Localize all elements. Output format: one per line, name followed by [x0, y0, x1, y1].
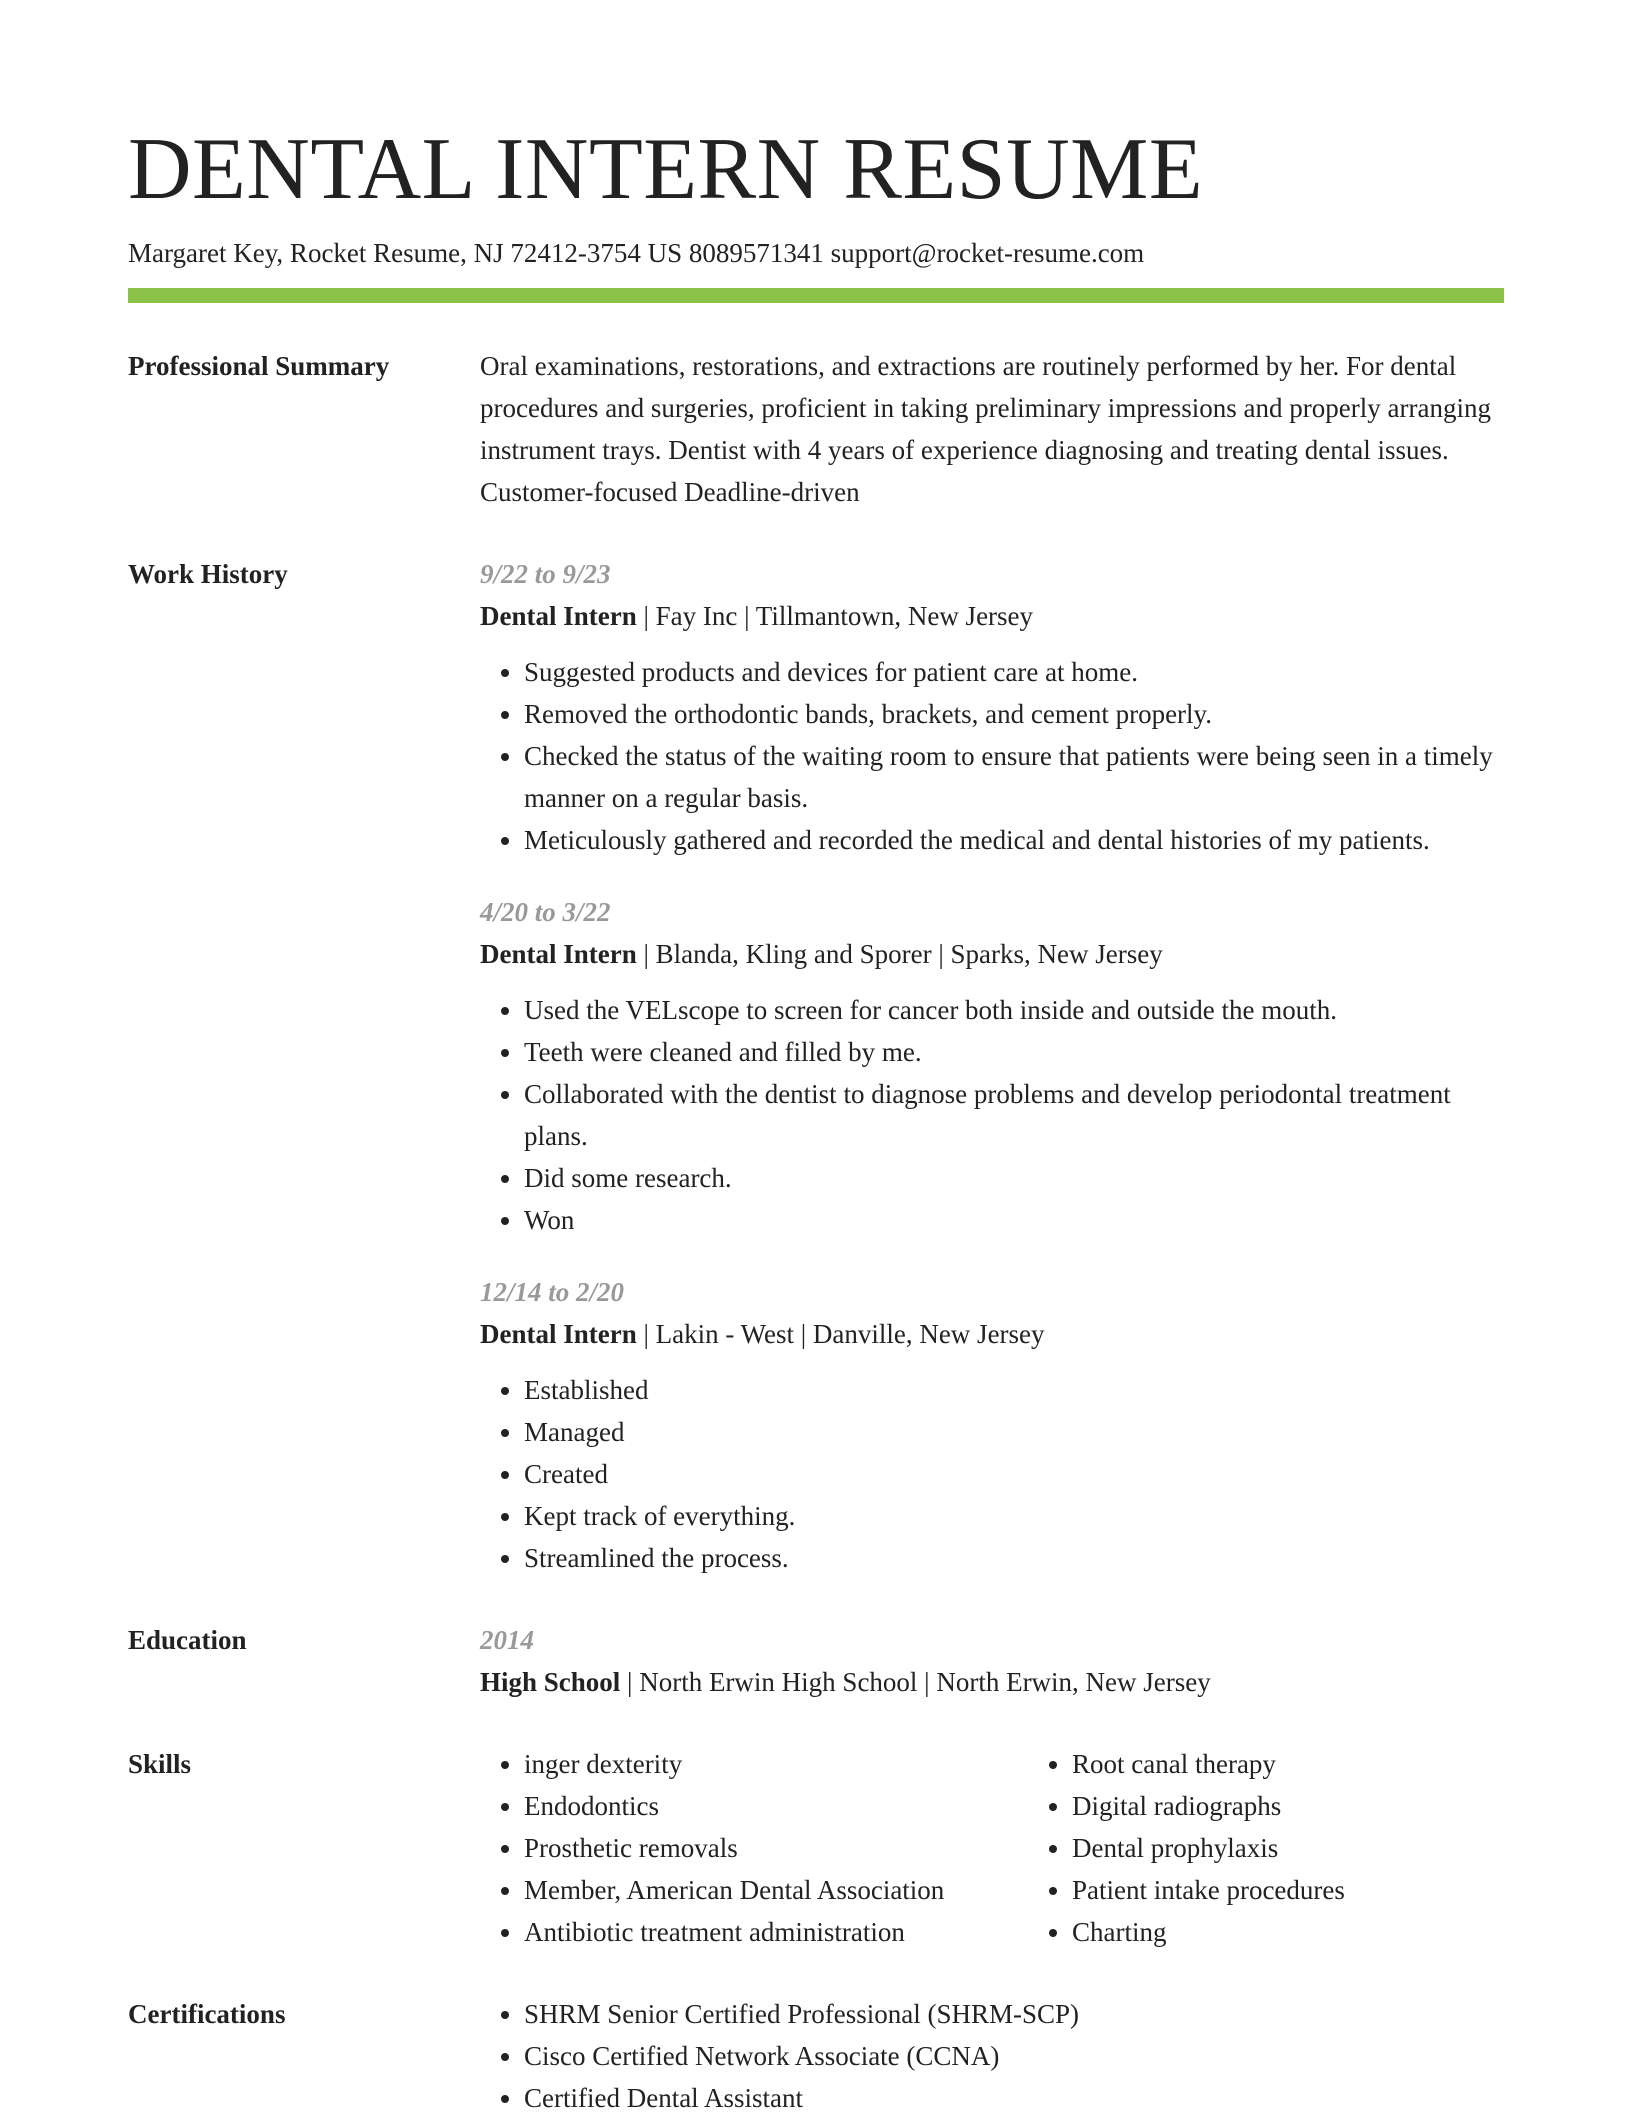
list-item: • Charting	[1072, 1911, 1345, 1953]
list-item: • Won	[524, 1199, 1504, 1241]
summary-body	[480, 345, 1504, 513]
skills-column-1	[480, 1743, 1028, 1953]
list-item: • Checked the status of the waiting room to ensure that patients were being seen in a timely manner on a regular basis.	[524, 735, 1504, 819]
list-item: • Certified Dental Assistant	[524, 2077, 1504, 2119]
job-dates: 4/20 to 3/22	[480, 897, 611, 927]
job-heading	[480, 1313, 1504, 1355]
education-section	[128, 1619, 1504, 1703]
section-heading: Work History	[128, 559, 288, 589]
list-item: • Suggested products and devices for patient care at home.	[524, 651, 1504, 693]
list-item: • Meticulously gathered and recorded the medical and dental histories of my patients.	[524, 819, 1504, 861]
list-item: • Used the VELscope to screen for cancer both inside and outside the mouth.	[524, 989, 1504, 1031]
job-entry	[480, 891, 1504, 1241]
education-body	[480, 1619, 1504, 1703]
skills-column-2	[1028, 1743, 1345, 1953]
job-title: Dental Intern	[480, 939, 637, 969]
job-bullets	[480, 1369, 1504, 1579]
list-item: • Created	[524, 1453, 1504, 1495]
education-heading	[480, 1661, 1504, 1703]
section-heading: Education	[128, 1625, 247, 1655]
work-history-section	[128, 553, 1504, 1579]
list-item: • Collaborated with the dentist to diagnose problems and develop periodontal treatment plans.	[524, 1073, 1504, 1157]
list-item: • Streamlined the process.	[524, 1537, 1504, 1579]
job-details: | Lakin - West | Danville, New Jersey	[636, 1319, 1045, 1349]
resume-title: DENTAL INTERN RESUME	[128, 121, 1204, 218]
accent-divider	[128, 288, 1504, 303]
skills-section	[128, 1743, 1504, 1953]
list-item: • Dental prophylaxis	[1072, 1827, 1345, 1869]
section-heading: Skills	[128, 1749, 192, 1779]
list-item: • SHRM Senior Certified Professional (SHRM-SCP)	[524, 1993, 1504, 2035]
job-dates: 12/14 to 2/20	[480, 1277, 625, 1307]
job-bullets	[480, 989, 1504, 1241]
summary-text: Oral examinations, restorations, and extractions are routinely performed by her. For dental procedures and surgeries, proficient in taking preliminary impressions and properly arranging instrument trays. Dentist with 4 years of experience diagnosing and treating dental issues. Customer-focused Deadline-driven	[480, 351, 1491, 507]
summary-section	[128, 345, 1504, 513]
list-item: • Kept track of everything.	[524, 1495, 1504, 1537]
certifications-list	[480, 1993, 1504, 2119]
list-item: • Endodontics	[524, 1785, 1028, 1827]
work-history-body	[480, 553, 1504, 1579]
list-item: • Did some research.	[524, 1157, 1504, 1199]
list-item: • Cisco Certified Network Associate (CCNA)	[524, 2035, 1504, 2077]
list-item: • Root canal therapy	[1072, 1743, 1345, 1785]
list-item: • Patient intake procedures	[1072, 1869, 1345, 1911]
job-details: | Fay Inc | Tillmantown, New Jersey	[636, 601, 1034, 631]
job-entry	[480, 1271, 1504, 1579]
education-year: 2014	[480, 1625, 534, 1655]
job-heading	[480, 595, 1504, 637]
job-heading	[480, 933, 1504, 975]
certifications-section	[128, 1993, 1504, 2119]
list-item: • inger dexterity	[524, 1743, 1028, 1785]
job-entry	[480, 553, 1504, 861]
resume-page	[128, 120, 1504, 2119]
degree-title: High School	[480, 1667, 621, 1697]
section-heading: Certifications	[128, 1999, 286, 2029]
list-item: • Managed	[524, 1411, 1504, 1453]
list-item: • Teeth were cleaned and filled by me.	[524, 1031, 1504, 1073]
job-bullets	[480, 651, 1504, 861]
list-item: • Digital radiographs	[1072, 1785, 1345, 1827]
certifications-body	[480, 1993, 1504, 2119]
skills-body	[480, 1743, 1504, 1953]
contact-line: Margaret Key, Rocket Resume, NJ 72412-3754 US 8089571341 support@rocket-resume.com	[128, 238, 1145, 268]
list-item: • Established	[524, 1369, 1504, 1411]
section-heading: Professional Summary	[128, 351, 390, 381]
list-item: • Antibiotic treatment administration	[524, 1911, 1028, 1953]
job-title: Dental Intern	[480, 601, 637, 631]
list-item: • Removed the orthodontic bands, brackets, and cement properly.	[524, 693, 1504, 735]
job-dates: 9/22 to 9/23	[480, 559, 611, 589]
job-title: Dental Intern	[480, 1319, 637, 1349]
job-details: | Blanda, Kling and Sporer | Sparks, New Jersey	[636, 939, 1163, 969]
education-details: | North Erwin High School | North Erwin, New Jersey	[620, 1667, 1211, 1697]
list-item: • Member, American Dental Association	[524, 1869, 1028, 1911]
list-item: • Prosthetic removals	[524, 1827, 1028, 1869]
